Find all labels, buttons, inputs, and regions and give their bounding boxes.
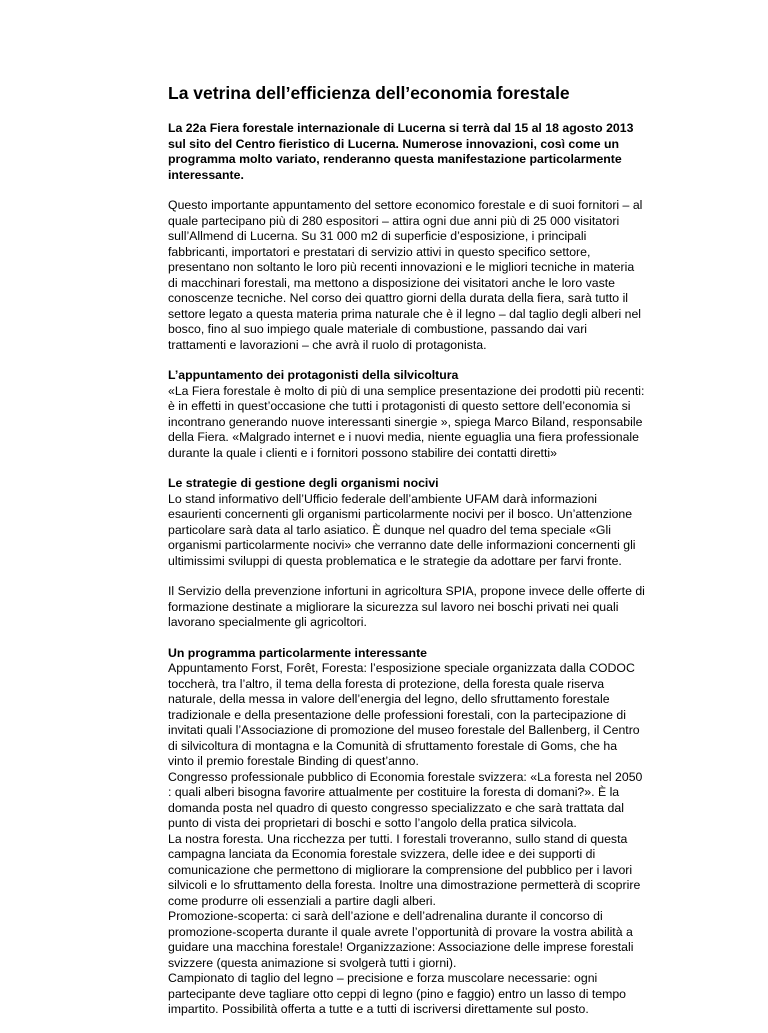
section-body: «La Fiera forestale è molto di più di una semplice presentazione dei prodotti più recenti: è in effetti in quest’occasione che tutti i protagonisti di questo settore dell’economia si incontrano generando nuove interessanti sinergie », spiega Marco Biland, responsabile della Fiera. «Malgrado internet e i nuovi media, niente eguaglia una fiera professionale durante la quale i clienti e i fornitori possono stabilire dei contatti diretti» xyxy=(168,383,645,460)
programme-item: La nostra foresta. Una ricchezza per tutti. I forestali troveranno, sullo stand di questa campagna lanciata da Economia forestale svizzera, delle idee e dei supporti di comunicazione che permettono di migliorare la comprensione del pubblico per i lavori silvicoli e lo sfruttamento della foresta. Inoltre una dimostrazione permetterà di scoprire come produrre oli essenziali a partire dagli alberi. xyxy=(168,831,641,908)
section-heading: Le strategie di gestione degli organismi nocivi xyxy=(168,476,439,490)
section-protagonists xyxy=(168,368,646,461)
section-pests xyxy=(168,476,646,569)
lead-paragraph: La 22a Fiera forestale internazionale di Lucerna si terrà dal 15 al 18 agosto 2013 sul sito del Centro fieristico di Lucerna. Numerose innovazioni, così come un programma molto variato, renderanno questa manifestazione particolarmente interessante. xyxy=(168,121,634,182)
spia-paragraph: Il Servizio della prevenzione infortuni in agricoltura SPIA, propone invece delle offerte di formazione destinate a migliorare la sicurezza sul lavoro nei boschi privati nei quali lavorano specialmente gli agricoltori. xyxy=(168,584,645,629)
section-heading: Un programma particolarmente interessante xyxy=(168,645,427,660)
section-body: Lo stand informativo dell’Ufficio federale dell’ambiente UFAM darà informazioni esaurienti concernenti gli organismi particolarmente nocivi per il bosco. Un’attenzione particolare sarà data al tarlo asiatico. È dunque nel quadro del tema speciale «Gli organismi particolarmente nocivi» che verranno date delle informazioni concernenti gli ultimissimi sviluppi di questa problematica e le strategie da adottare per farvi fronte. xyxy=(168,491,636,568)
programme-item: Promozione-scoperta: ci sarà dell’azione e dell’adrenalina durante il concorso di promozione-scoperta durante il quale avrete l’opportunità di provare la vostra abilità a guidare una macchina forestale! Organizzazione: Associazione delle imprese forestali svizzere (questa animazione si svolgerà tutti i giorni). xyxy=(168,909,634,970)
intro-paragraph: Questo importante appuntamento del settore economico forestale e di suoi fornitori – al quale partecipano più di 280 espositori – attira ogni due anni più di 25 000 visitatori sull’Allmend di Lucerna. Su 31 000 m2 di superficie d’esposizione, i principali fabbricanti, importatori e prestatari di servizio attivi in questo specifico settore, presentano non soltanto le loro più recenti innovazioni e le migliori tecniche in materia di macchinari forestali, ma mettono a disposizione dei visitatori anche le loro vaste conoscenze tecniche. Nel corso dei quattro giorni della durata della fiera, sarà tutto il settore legato a questa materia prima naturale che è il legno – dal taglio degli alberi nel bosco, fino al suo impiego quale materiale di combustione, passando dai vari trattamenti e lavorazioni – che avrà il ruolo di protagonista. xyxy=(168,198,643,352)
programme-item: Campionato di taglio del legno – precisione e forza muscolare necessarie: ogni partecipante deve tagliare otto ceppi di legno (pino e faggio) entro un lasso di tempo impartito. Possibilità offerta a tutte e a tutti di iscriversi direttamente sul posto. xyxy=(168,971,627,1016)
document-page xyxy=(168,82,646,1033)
programme-item: Congresso professionale pubblico di Economia forestale svizzera: «La foresta nel 2050 : quali alberi bisogna favorire attualmente per costituire la foresta di domani?». È la domanda posta nel quadro di questo congresso specializzato e che sarà trattata dal punto di vista dei proprietari di boschi e sotto l’angolo della pratica silvicola. xyxy=(168,769,643,830)
section-programme xyxy=(168,646,646,1018)
document-title: La vetrina dell’efficienza dell’economia forestale xyxy=(168,83,570,103)
section-heading: L’appuntamento dei protagonisti della silvicoltura xyxy=(168,368,459,382)
programme-item: Appuntamento Forst, Forêt, Foresta: l’esposizione speciale organizzata dalla CODOC toccherà, tra l’altro, il tema della foresta di protezione, della foresta quale riserva naturale, della messa in valore dell’energia del legno, dello sfruttamento forestale tradizionale e della presentazione delle professioni forestali, con la partecipazione di invitati quali l’Associazione di promozione del museo forestale del Ballenberg, il Centro di silvicoltura di montagna e la Comunità di sfruttamento forestale di Goms, che ha vinto il premio forestale Binding di quest’anno. xyxy=(168,661,640,768)
